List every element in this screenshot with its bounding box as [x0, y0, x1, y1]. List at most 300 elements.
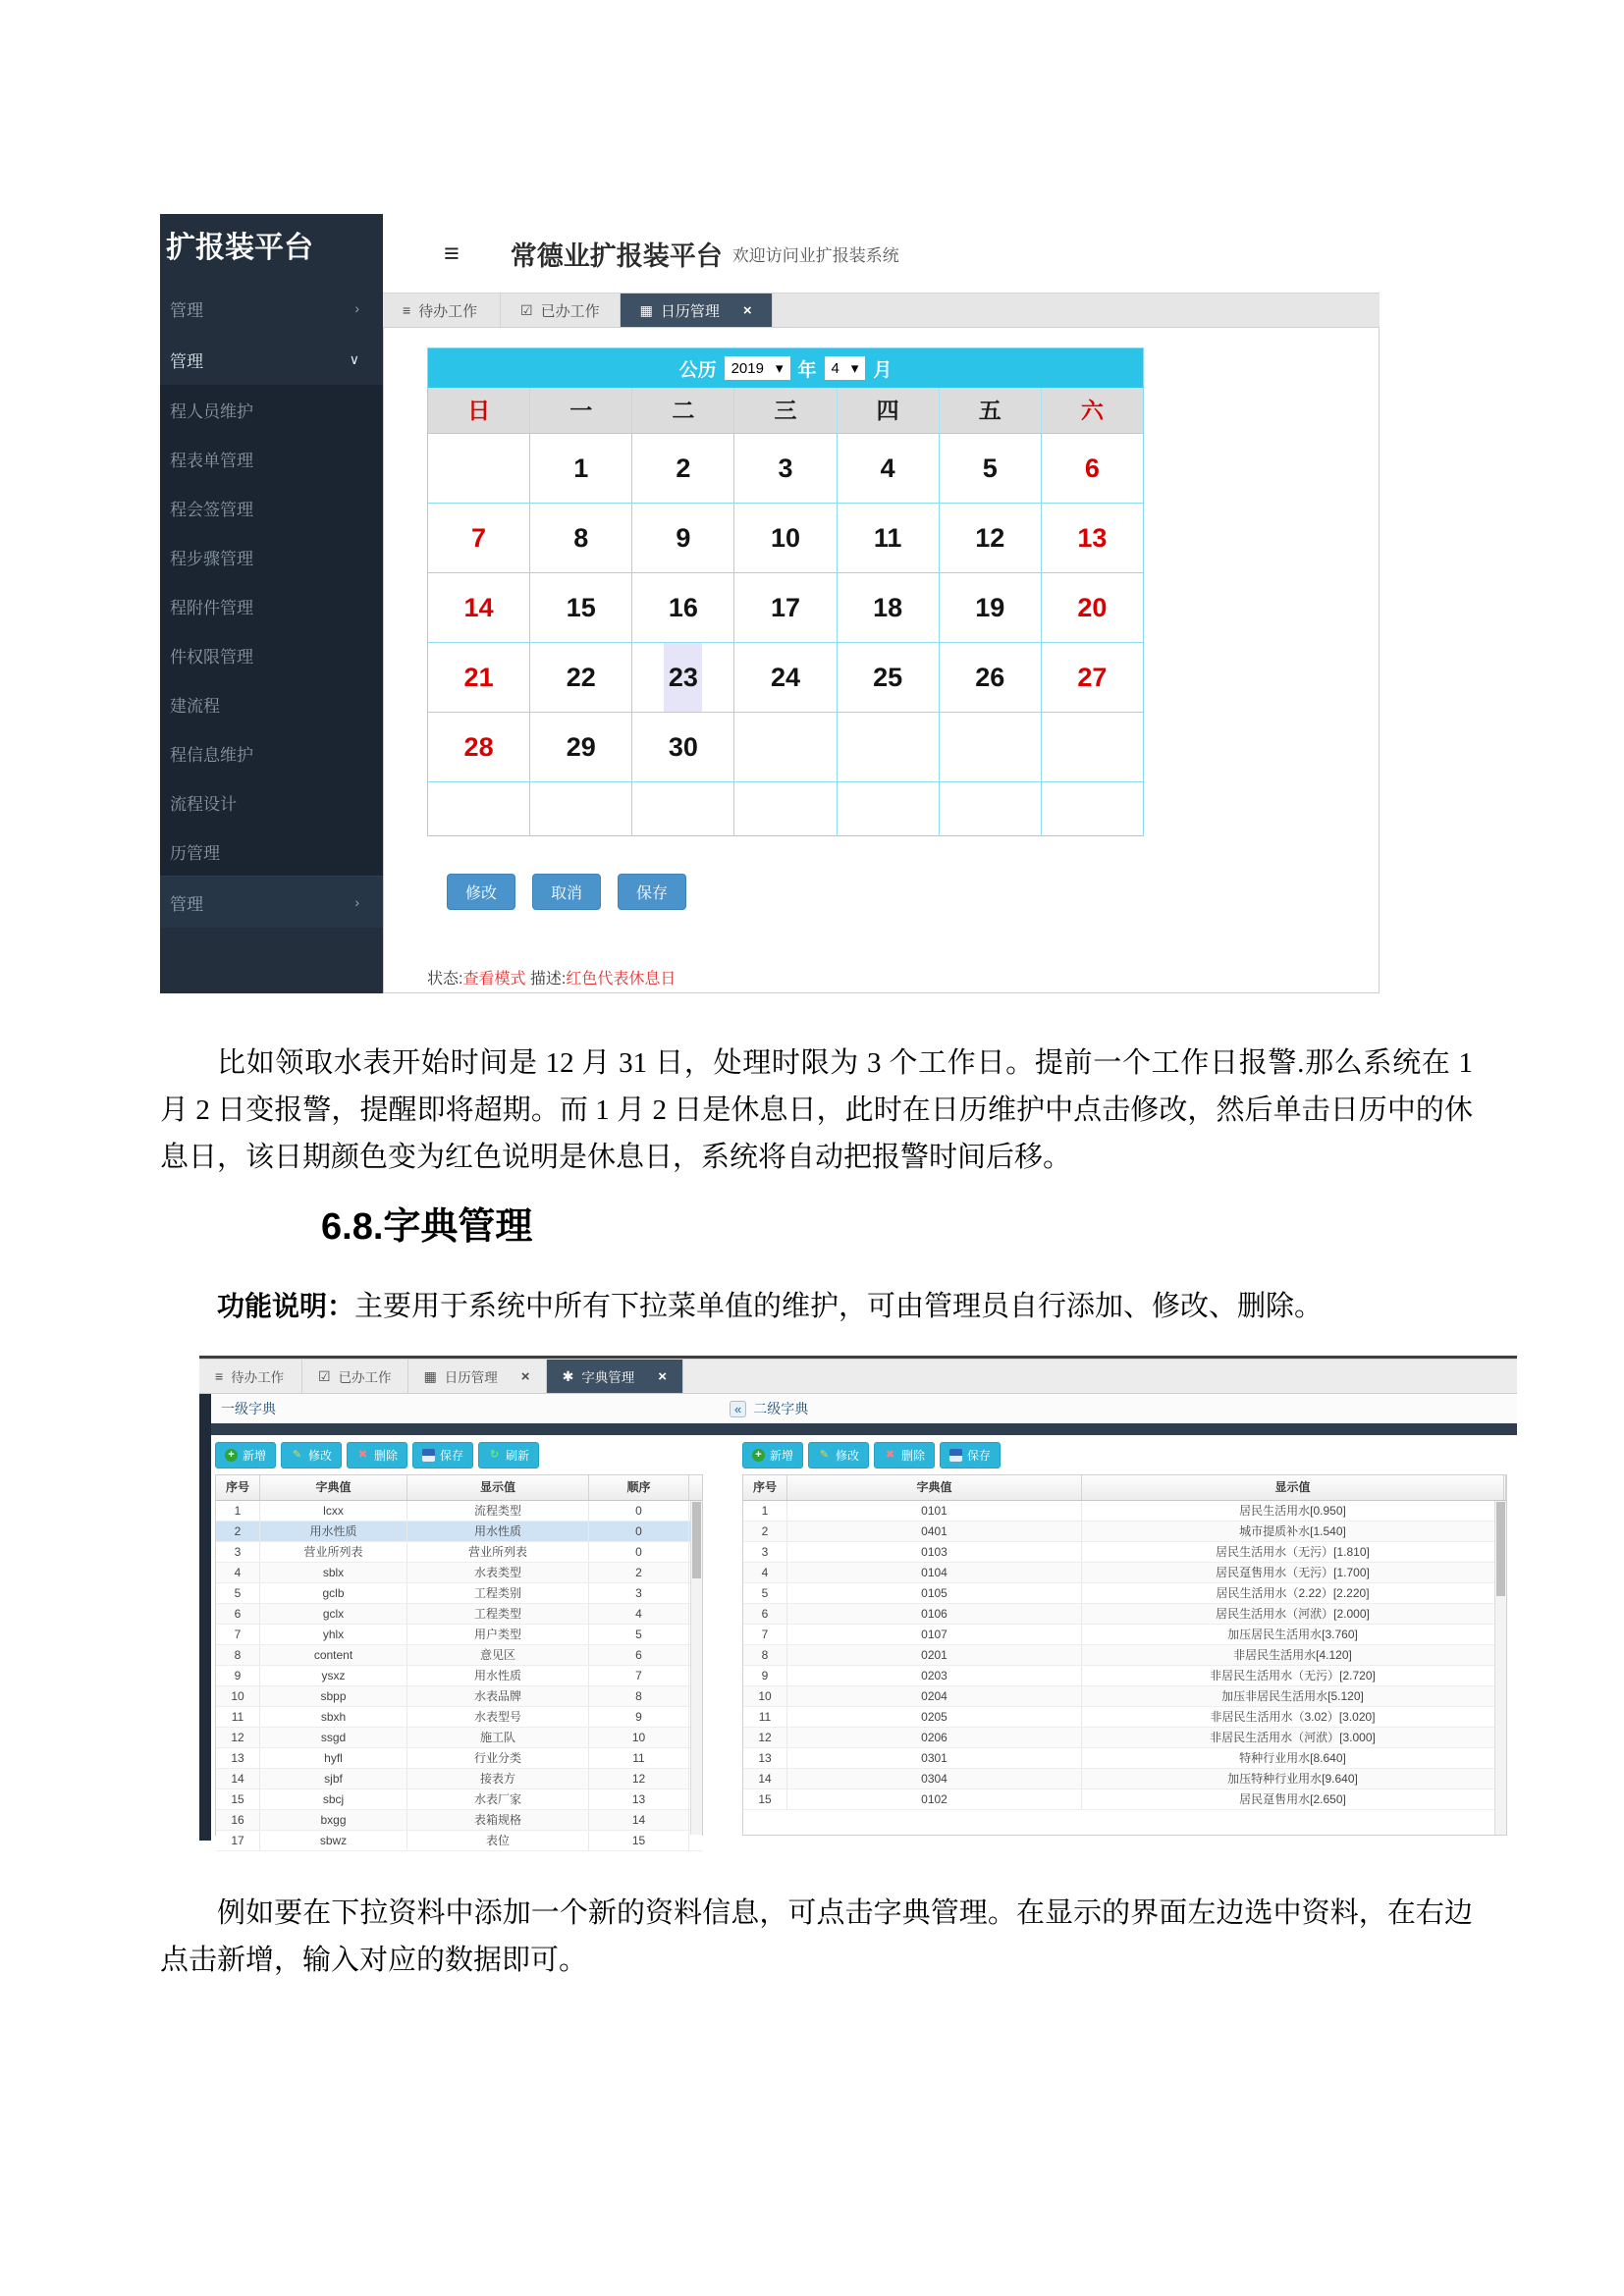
calendar-day-cell[interactable] [530, 712, 632, 781]
calendar-day-cell[interactable] [632, 503, 734, 572]
table-cell: 13 [743, 1748, 787, 1768]
dropdown-arrow-icon: ▾ [775, 360, 784, 377]
dictionary-body [199, 1394, 1517, 1847]
table-cell: 0106 [787, 1604, 1082, 1624]
table-cell: 7 [589, 1666, 689, 1685]
table-cell: 5 [216, 1583, 260, 1603]
column-header: 字典值 [260, 1475, 407, 1500]
collapse-panel-icon[interactable]: « [730, 1401, 746, 1417]
save-button[interactable] [940, 1442, 1001, 1468]
table-cell: 6 [743, 1604, 787, 1624]
calendar-day-cell[interactable] [530, 642, 632, 712]
save-button[interactable]: 保存 [618, 874, 686, 910]
calendar-day-cell[interactable] [428, 572, 530, 642]
day-number: 12 [975, 522, 1005, 553]
table-cell: 11 [216, 1707, 260, 1727]
table-cell: 0104 [787, 1563, 1082, 1582]
calendar-day-cell[interactable] [838, 503, 940, 572]
sidebar-item[interactable] [160, 581, 383, 630]
day-number: 29 [566, 731, 596, 762]
table-row[interactable] [743, 1707, 1506, 1728]
table-cell: 居民趸售用水（无污）[1.700] [1082, 1563, 1504, 1582]
day-number: 13 [1077, 522, 1108, 553]
check-icon: ☑ [520, 301, 533, 318]
day-number: 18 [873, 592, 903, 622]
table-cell: 0206 [787, 1728, 1082, 1747]
table-cell: 非居民生活用水[4.120] [1082, 1645, 1504, 1665]
table-cell: 9 [743, 1666, 787, 1685]
table-row[interactable] [216, 1831, 702, 1851]
sidebar-item[interactable] [160, 385, 383, 434]
calendar-day-cell[interactable] [1042, 433, 1143, 503]
table-cell: 营业所列表 [407, 1542, 589, 1562]
year-unit-label: 年 [797, 359, 817, 381]
table-cell: 营业所列表 [260, 1542, 407, 1562]
table-cell: 0203 [787, 1666, 1082, 1685]
table-row[interactable] [743, 1583, 1506, 1604]
day-number: 27 [1077, 662, 1108, 692]
calendar-day-cell[interactable] [530, 781, 632, 835]
table-row[interactable] [743, 1686, 1506, 1707]
calendar-day-cell[interactable] [1042, 572, 1143, 642]
save-icon [949, 1449, 962, 1462]
tab-字典管理[interactable] [547, 1360, 684, 1393]
add-icon: + [752, 1449, 765, 1462]
sidebar-item[interactable] [160, 434, 383, 483]
table-cell: 用水性质 [407, 1666, 589, 1685]
table-row[interactable] [743, 1748, 1506, 1769]
calendar-day-cell[interactable] [1042, 781, 1143, 835]
calendar-day-cell[interactable] [734, 712, 837, 781]
calendar-day-cell[interactable] [1042, 642, 1143, 712]
table-row[interactable] [216, 1748, 702, 1769]
calendar-icon: ▦ [639, 301, 653, 318]
year-select[interactable] [725, 356, 790, 380]
table-cell: 居民生活用水（2.22）[2.220] [1082, 1583, 1504, 1603]
calendar-day-cell[interactable] [734, 642, 837, 712]
function-text: 主要用于系统中所有下拉菜单值的维护，可由管理员自行添加、修改、删除。 [354, 1291, 1324, 1322]
table-row[interactable] [743, 1789, 1506, 1810]
month-unit-label: 月 [873, 359, 893, 381]
dictionary-screenshot [199, 1356, 1517, 1847]
sidebar-item[interactable] [160, 283, 383, 334]
month-select[interactable] [825, 356, 866, 380]
edit-icon: ✎ [819, 1448, 830, 1461]
tab-日历管理[interactable] [408, 1360, 547, 1393]
sidebar-item[interactable] [160, 679, 383, 728]
table-cell: 10 [743, 1686, 787, 1706]
level2-dictionary-panel [738, 1435, 1517, 1841]
calendar-day-cell[interactable] [940, 503, 1042, 572]
table-cell: hyfl [260, 1748, 407, 1768]
table-cell: 0 [589, 1501, 689, 1521]
table-cell: 14 [743, 1769, 787, 1789]
add-icon: + [225, 1449, 238, 1462]
table-row[interactable] [743, 1501, 1506, 1522]
cancel-button[interactable]: 取消 [532, 874, 601, 910]
table-cell: 加压非居民生活用水[5.120] [1082, 1686, 1504, 1706]
calendar-day-cell[interactable] [632, 433, 734, 503]
calendar-day-cell[interactable] [632, 781, 734, 835]
function-label: 功能说明： [217, 1291, 355, 1321]
table-cell: 水表厂家 [407, 1789, 589, 1809]
weekday-cell: 二 [632, 388, 734, 433]
calendar-row [428, 781, 1143, 835]
table-cell: 0204 [787, 1686, 1082, 1706]
edit-icon: ✎ [292, 1448, 302, 1461]
calendar-day-cell[interactable] [838, 712, 940, 781]
dictionary-main [211, 1394, 1517, 1847]
sidebar-item-label: 程信息维护 [170, 745, 253, 765]
day-number: 25 [873, 662, 903, 692]
delete-button[interactable] [874, 1442, 935, 1468]
calendar-day-cell[interactable] [734, 503, 837, 572]
table-cell: 3 [216, 1542, 260, 1562]
right-panel-title: 二级字典 [753, 1401, 809, 1416]
table-cell: 12 [216, 1728, 260, 1747]
toolbar-button-label: 修改 [308, 1448, 333, 1463]
right-toolbar [738, 1435, 1517, 1474]
table-cell: 非居民生活用水（无污）[2.720] [1082, 1666, 1504, 1685]
sidebar-item[interactable] [160, 827, 383, 876]
table-cell: 工程类型 [407, 1604, 589, 1624]
table-row[interactable] [216, 1789, 702, 1810]
table-cell: 居民生活用水[0.950] [1082, 1501, 1504, 1521]
table-cell: 0107 [787, 1625, 1082, 1644]
save-button[interactable] [412, 1442, 473, 1468]
table-cell: sbwz [260, 1831, 407, 1850]
table-cell: 3 [589, 1583, 689, 1603]
calendar-icon: ▦ [423, 1367, 437, 1384]
table-cell: gclx [260, 1604, 407, 1624]
table-cell: 居民生活用水（无污）[1.810] [1082, 1542, 1504, 1562]
calendar-row [428, 503, 1143, 572]
tab-label: 待办工作 [418, 302, 478, 320]
calendar-day-cell[interactable] [1042, 712, 1143, 781]
weekday-cell: 四 [838, 388, 940, 433]
calendar-day-cell[interactable] [940, 433, 1042, 503]
tab-label: 日历管理 [660, 302, 720, 320]
weekday-cell: 一 [530, 388, 632, 433]
toolbar-button-label: 新增 [770, 1448, 794, 1463]
table-row[interactable] [743, 1625, 1506, 1645]
table-cell: 2 [743, 1522, 787, 1541]
table-cell: 4 [216, 1563, 260, 1582]
sidebar-item-label: 历管理 [170, 843, 220, 863]
status-text: 查看模式 [462, 971, 526, 988]
table-row[interactable] [743, 1645, 1506, 1666]
calendar-row [428, 433, 1143, 503]
sidebar-item[interactable] [160, 777, 383, 827]
calendar-day-cell[interactable] [734, 433, 837, 503]
close-icon[interactable]: × [520, 1367, 530, 1385]
sidebar [160, 214, 383, 993]
calendar-day-cell[interactable] [734, 572, 837, 642]
left-toolbar [211, 1435, 725, 1474]
table-cell: 特种行业用水[8.640] [1082, 1748, 1504, 1768]
calendar [427, 347, 1144, 836]
table-row[interactable] [216, 1666, 702, 1686]
table-cell: 施工队 [407, 1728, 589, 1747]
calendar-row [428, 642, 1143, 712]
day-number: 22 [566, 662, 596, 692]
day-number: 17 [770, 592, 801, 622]
scrollbar[interactable] [690, 1501, 702, 1835]
table-row[interactable] [216, 1583, 702, 1604]
refresh-icon: ↻ [489, 1448, 500, 1461]
calendar-day-cell[interactable] [940, 642, 1042, 712]
sidebar-item[interactable] [160, 334, 383, 385]
edit-button[interactable] [281, 1442, 342, 1468]
table-row[interactable] [743, 1542, 1506, 1563]
weekday-cell: 五 [940, 388, 1042, 433]
calendar-row [428, 712, 1143, 781]
calendar-day-cell[interactable] [428, 712, 530, 781]
paragraph-calendar-explanation: 比如领取水表开始时间是 12 月 31 日，处理时限为 3 个工作日。提前一个工作日报警.那么系统在 1 月 2 日变报警，提醒即将超期。而 1 月 2 日是休息日，此时在日历维护中点击修改，然后单击日历中的休息日，该日期颜色变为红色说明是休息日，系统将自动把报警时间后移。 [160, 1047, 1473, 1173]
table-row[interactable] [743, 1604, 1506, 1625]
calendar-day-cell[interactable] [838, 433, 940, 503]
table-row[interactable] [216, 1563, 702, 1583]
table-row[interactable] [743, 1666, 1506, 1686]
table-row[interactable] [216, 1769, 702, 1789]
calendar-day-cell[interactable] [530, 572, 632, 642]
tab-已办工作[interactable] [501, 294, 621, 327]
check-icon: ☑ [318, 1367, 331, 1384]
chevron-right-icon: › [354, 300, 359, 316]
day-number: 3 [778, 453, 793, 483]
calendar-day-cell[interactable] [838, 642, 940, 712]
section-heading: 6.8.字典管理 [321, 1206, 533, 1248]
table-row[interactable] [743, 1769, 1506, 1789]
table-cell: ysxz [260, 1666, 407, 1685]
sidebar-filler [160, 928, 383, 993]
tab-label: 已办工作 [338, 1370, 392, 1385]
dictionary-panels [211, 1435, 1517, 1847]
main-area [383, 214, 1380, 993]
table-cell: 6 [589, 1645, 689, 1665]
table-cell: 17 [216, 1831, 260, 1850]
table-row[interactable] [743, 1563, 1506, 1583]
column-header: 顺序 [589, 1475, 689, 1500]
table-cell: 意见区 [407, 1645, 589, 1665]
sidebar-item-label: 流程设计 [170, 794, 237, 814]
calendar-day-cell[interactable] [530, 503, 632, 572]
tab-待办工作[interactable] [199, 1360, 302, 1393]
day-number: 8 [573, 522, 589, 553]
tab-日历管理[interactable] [621, 294, 773, 327]
paragraph-dictionary-explanation: 例如要在下拉资料中添加一个新的资料信息，可点击字典管理。在显示的界面左边选中资料，在右边点击新增，输入对应的数据即可。 [160, 1897, 1473, 1976]
refresh-button[interactable] [478, 1442, 539, 1468]
day-number: 5 [982, 453, 998, 483]
day-number: 26 [975, 662, 1005, 692]
sidebar-item-label: 件权限管理 [170, 647, 253, 667]
table-cell: 0401 [787, 1522, 1082, 1541]
tab-待办工作[interactable] [383, 294, 501, 327]
era-label: 公历 [678, 359, 717, 381]
table-cell: 0 [589, 1522, 689, 1541]
table-row[interactable] [216, 1522, 702, 1542]
day-number: 16 [668, 592, 698, 622]
table-cell: 0205 [787, 1707, 1082, 1727]
delete-icon: ✖ [885, 1448, 895, 1461]
tab-label: 字典管理 [581, 1370, 635, 1385]
calendar-day-cell[interactable] [940, 572, 1042, 642]
table-cell: 2 [216, 1522, 260, 1541]
tab-label: 已办工作 [540, 302, 600, 320]
table-cell: 11 [589, 1748, 689, 1768]
table-cell: 8 [743, 1645, 787, 1665]
sidebar-item-label: 程表单管理 [170, 451, 253, 470]
table-cell: 7 [743, 1625, 787, 1644]
table-row[interactable] [216, 1810, 702, 1831]
calendar-day-cell[interactable] [1042, 503, 1143, 572]
table-cell: 2 [589, 1563, 689, 1582]
day-number: 4 [880, 453, 895, 483]
day-number: 23 [668, 662, 698, 692]
day-number: 9 [676, 522, 691, 553]
calendar-day-cell[interactable] [428, 503, 530, 572]
column-header: 字典值 [787, 1475, 1082, 1500]
scrollbar[interactable] [1494, 1501, 1506, 1835]
add-button[interactable] [215, 1442, 276, 1468]
day-number: 20 [1077, 592, 1108, 622]
calendar-day-cell[interactable] [940, 712, 1042, 781]
calendar-day-cell[interactable] [838, 781, 940, 835]
delete-button[interactable] [347, 1442, 407, 1468]
table-cell: 12 [589, 1769, 689, 1789]
edit-button[interactable] [808, 1442, 869, 1468]
level1-dictionary-panel [211, 1435, 725, 1847]
day-number: 15 [566, 592, 596, 622]
calendar-day-cell[interactable] [632, 572, 734, 642]
save-icon [422, 1449, 435, 1462]
calendar-day-cell[interactable] [734, 781, 837, 835]
table-header-row [743, 1475, 1506, 1501]
table-cell: 水表品牌 [407, 1686, 589, 1706]
table-cell: 11 [743, 1707, 787, 1727]
calendar-day-cell[interactable] [428, 642, 530, 712]
table-cell: 16 [216, 1810, 260, 1830]
calendar-row [428, 572, 1143, 642]
sidebar-item[interactable] [160, 483, 383, 532]
table-row[interactable] [216, 1542, 702, 1563]
close-icon[interactable]: × [658, 1367, 668, 1385]
table-cell: 15 [589, 1831, 689, 1850]
scrollbar-thumb[interactable] [1496, 1502, 1505, 1596]
table-row[interactable] [216, 1501, 702, 1522]
table-row[interactable] [216, 1604, 702, 1625]
sidebar-item[interactable] [160, 728, 383, 777]
welcome-text: 欢迎访问业扩报装系统 [731, 245, 899, 265]
table-row[interactable] [216, 1686, 702, 1707]
calendar-day-cell[interactable] [838, 572, 940, 642]
column-header: 显示值 [1082, 1475, 1504, 1500]
table-cell: 0101 [787, 1501, 1082, 1521]
day-number: 24 [770, 662, 801, 692]
sidebar-item-label: 程会签管理 [170, 500, 253, 519]
tab-已办工作[interactable] [302, 1360, 408, 1393]
status-text: 描述: [525, 971, 567, 988]
sidebar-item-label: 程附件管理 [170, 598, 253, 617]
table-cell: 9 [589, 1707, 689, 1727]
table-cell: 15 [216, 1789, 260, 1809]
modify-button[interactable]: 修改 [447, 874, 515, 910]
table-cell: 0103 [787, 1542, 1082, 1562]
level2-dictionary-table [742, 1474, 1507, 1836]
toolbar-button-label: 保存 [440, 1448, 464, 1463]
table-row[interactable] [743, 1728, 1506, 1748]
table-cell: 8 [589, 1686, 689, 1706]
table-cell: 0102 [787, 1789, 1082, 1809]
add-button[interactable] [742, 1442, 803, 1468]
table-cell: lcxx [260, 1501, 407, 1521]
table-row[interactable] [743, 1522, 1506, 1542]
toolbar-button-label: 修改 [836, 1448, 860, 1463]
sidebar-item[interactable] [160, 630, 383, 679]
sidebar-item[interactable] [160, 532, 383, 581]
status-text: 状态: [427, 971, 463, 988]
table-cell: 加压居民生活用水[3.760] [1082, 1625, 1504, 1644]
table-cell: 表位 [407, 1831, 589, 1850]
table-cell: 表箱规格 [407, 1810, 589, 1830]
table-cell: sbpp [260, 1686, 407, 1706]
table-row[interactable] [216, 1707, 702, 1728]
table-cell: 10 [589, 1728, 689, 1747]
calendar-weekday-row [428, 388, 1143, 433]
table-cell: 非居民生活用水（3.02）[3.020] [1082, 1707, 1504, 1727]
table-cell: 用户类型 [407, 1625, 589, 1644]
table-row[interactable] [216, 1728, 702, 1748]
table-cell: 工程类别 [407, 1583, 589, 1603]
sidebar-item-label: 管理 [170, 300, 203, 320]
calendar-day-cell[interactable] [428, 781, 530, 835]
table-cell: 4 [589, 1604, 689, 1624]
sidebar-item[interactable] [160, 876, 383, 928]
app-header [383, 214, 1380, 293]
paragraph-function-description [160, 1283, 1473, 1330]
collapsed-sidebar-strip [199, 1394, 211, 1841]
table-cell: yhlx [260, 1625, 407, 1644]
toolbar-button-label: 删除 [901, 1448, 926, 1463]
table-cell: bxgg [260, 1810, 407, 1830]
table-row[interactable] [216, 1645, 702, 1666]
column-header: 序号 [216, 1475, 260, 1500]
hamburger-menu-icon[interactable]: ≡ [444, 238, 460, 268]
calendar-day-cell[interactable] [632, 712, 734, 781]
table-cell: ssgd [260, 1728, 407, 1747]
table-cell: 0301 [787, 1748, 1082, 1768]
calendar-day-cell[interactable] [940, 781, 1042, 835]
table-cell: 4 [743, 1563, 787, 1582]
calendar-day-cell[interactable] [632, 642, 734, 712]
calendar-day-cell[interactable] [428, 433, 530, 503]
toolbar-button-label: 刷新 [506, 1448, 530, 1463]
table-cell: sbxh [260, 1707, 407, 1727]
table-row[interactable] [216, 1625, 702, 1645]
table-cell: sbcj [260, 1789, 407, 1809]
table-cell: 12 [743, 1728, 787, 1747]
sidebar-item-label: 程步骤管理 [170, 549, 253, 568]
table-cell: 7 [216, 1625, 260, 1644]
chevron-down-icon: ∨ [349, 350, 359, 367]
calendar-day-cell[interactable] [530, 433, 632, 503]
close-icon[interactable]: × [742, 301, 752, 319]
table-cell: 1 [743, 1501, 787, 1521]
table-cell: 3 [743, 1542, 787, 1562]
column-header: 序号 [743, 1475, 787, 1500]
scrollbar-thumb[interactable] [692, 1502, 701, 1578]
tab-label: 日历管理 [444, 1370, 498, 1385]
